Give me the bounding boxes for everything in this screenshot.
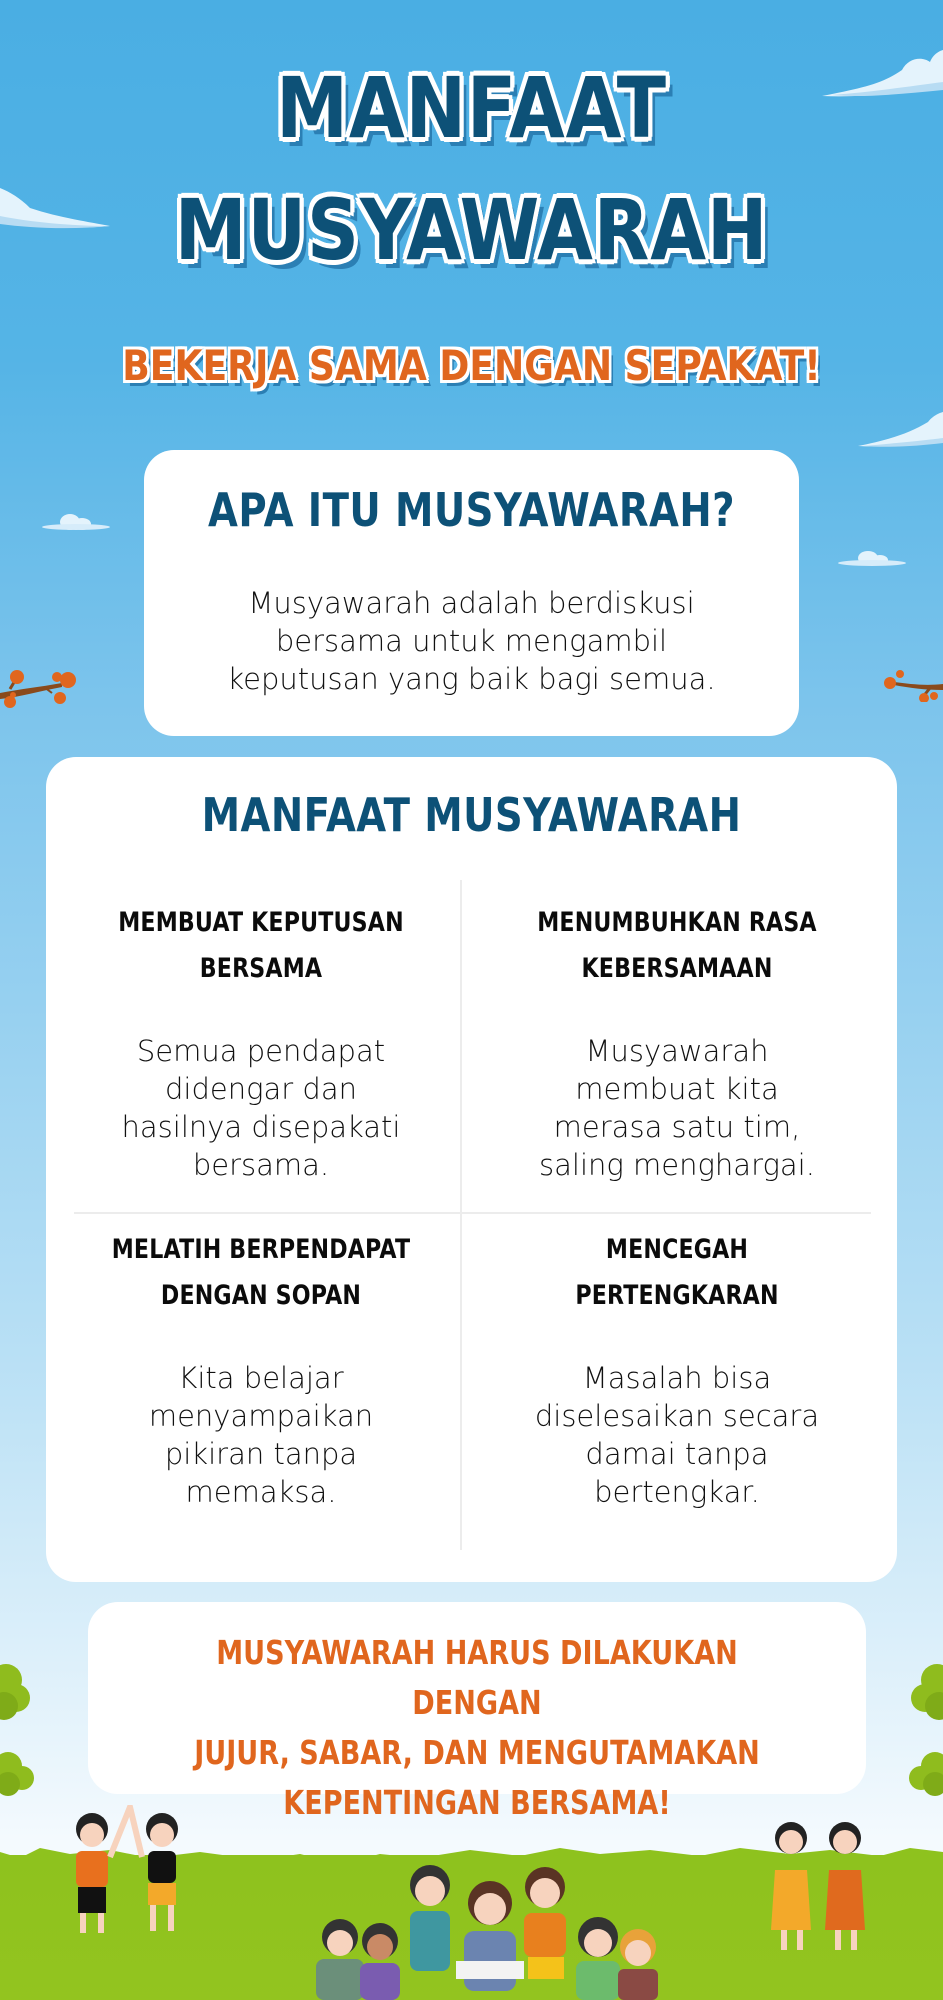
definition-body bbox=[144, 584, 799, 698]
benefit-line: didengar dan bbox=[165, 1072, 357, 1106]
benefit-title-line: MENCEGAH bbox=[605, 1234, 749, 1265]
cloud-icon bbox=[40, 510, 112, 532]
benefit-title-line: DENGAN SOPAN bbox=[160, 1280, 362, 1311]
children-group-illustration bbox=[765, 1810, 875, 1960]
benefit-description bbox=[482, 1032, 872, 1184]
page-subtitle: BEKERJA SAMA DENGAN SEPAKAT! bbox=[122, 341, 821, 390]
benefit-title bbox=[101, 900, 421, 992]
closing-note-card bbox=[88, 1602, 866, 1822]
page-title-line2: MUSYAWARAH bbox=[174, 181, 769, 279]
benefits-heading: MANFAAT MUSYAWARAH bbox=[201, 788, 742, 842]
benefit-description bbox=[66, 1032, 456, 1184]
benefits-card bbox=[46, 757, 897, 1582]
benefit-line: Kita belajar bbox=[178, 1361, 344, 1395]
benefit-line: bertengkar. bbox=[594, 1475, 760, 1509]
benefit-line: damai tanpa bbox=[585, 1437, 769, 1471]
grid-divider-horizontal bbox=[74, 1212, 871, 1214]
definition-heading: APA ITU MUSYAWARAH? bbox=[208, 483, 735, 537]
benefit-line: saling menghargai. bbox=[539, 1148, 815, 1182]
benefit-title-line: MEMBUAT KEPUTUSAN bbox=[118, 907, 404, 938]
benefit-line: membuat kita bbox=[575, 1072, 779, 1106]
benefit-item bbox=[66, 1227, 456, 1511]
bush-icon bbox=[905, 1750, 943, 1798]
page-title-line1: MANFAAT bbox=[276, 59, 667, 157]
benefit-line: Musyawarah bbox=[585, 1034, 769, 1068]
benefit-description bbox=[66, 1359, 456, 1511]
definition-line: bersama untuk mengambil bbox=[275, 624, 668, 658]
closing-note-line: KEPENTINGAN BERSAMA! bbox=[283, 1783, 671, 1822]
closing-note-line: MUSYAWARAH HARUS DILAKUKAN DENGAN bbox=[216, 1633, 738, 1722]
benefit-item bbox=[482, 900, 872, 1184]
bush-icon bbox=[907, 1662, 943, 1722]
bush-icon bbox=[0, 1662, 32, 1722]
branch-icon bbox=[880, 662, 943, 702]
benefit-title-line: MELATIH BERPENDAPAT bbox=[111, 1234, 411, 1265]
benefit-line: merasa satu tim, bbox=[553, 1110, 801, 1144]
benefit-title-line: MENUMBUHKAN RASA bbox=[537, 907, 817, 938]
branch-icon bbox=[0, 665, 80, 710]
benefit-title bbox=[517, 900, 837, 992]
cloud-icon bbox=[858, 410, 943, 450]
benefit-item bbox=[66, 900, 456, 1184]
definition-line: keputusan yang baik bagi semua. bbox=[227, 662, 716, 696]
benefit-line: pikiran tanpa bbox=[164, 1437, 358, 1471]
benefit-line: Semua pendapat bbox=[136, 1034, 386, 1068]
benefit-title bbox=[101, 1227, 421, 1319]
benefit-line: memaksa. bbox=[185, 1475, 337, 1509]
benefit-title bbox=[517, 1227, 837, 1319]
bush-icon bbox=[0, 1750, 36, 1798]
benefit-line: diselesaikan secara bbox=[534, 1399, 820, 1433]
benefit-line: bersama. bbox=[192, 1148, 330, 1182]
benefit-title-line: KEBERSAMAAN bbox=[581, 953, 773, 984]
benefit-item bbox=[482, 1227, 872, 1511]
closing-note bbox=[158, 1628, 796, 1828]
definition-line: Musyawarah adalah berdiskusi bbox=[248, 586, 695, 620]
benefit-title-line: BERSAMA bbox=[199, 953, 323, 984]
closing-note-line: JUJUR, SABAR, DAN MENGUTAMAKAN bbox=[194, 1733, 760, 1772]
grid-divider-vertical bbox=[460, 880, 462, 1550]
benefit-line: Masalah bisa bbox=[582, 1361, 772, 1395]
benefit-line: menyampaikan bbox=[148, 1399, 374, 1433]
benefit-line: hasilnya disepakati bbox=[121, 1110, 401, 1144]
children-group-illustration bbox=[280, 1855, 670, 2000]
cloud-icon bbox=[836, 548, 908, 568]
definition-card bbox=[144, 450, 799, 736]
benefit-title-line: PERTENGKARAN bbox=[575, 1280, 779, 1311]
benefit-description bbox=[482, 1359, 872, 1511]
